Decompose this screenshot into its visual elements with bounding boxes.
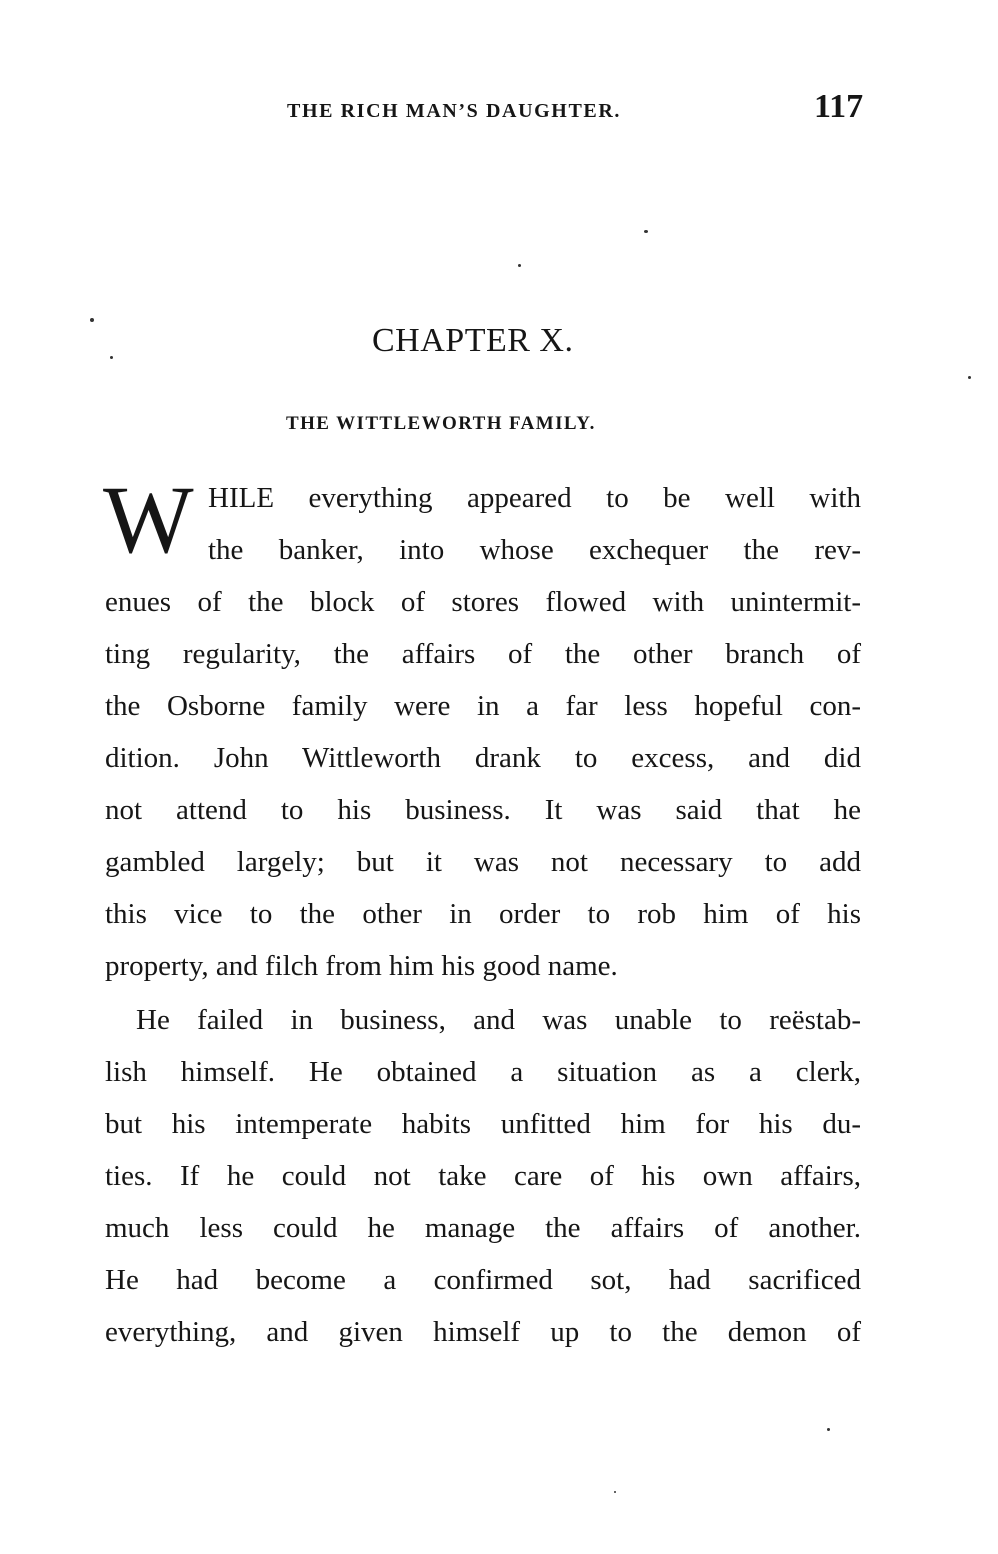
scan-speck xyxy=(614,1491,616,1493)
page-number: 117 xyxy=(814,88,864,125)
text-line: lish himself. He obtained a situation as a clerk, xyxy=(105,1056,861,1088)
text-line: gambled largely; but it was not necessary to add xyxy=(105,846,861,878)
text-line: He failed in business, and was unable to reëstab- xyxy=(136,1004,861,1036)
text-line: property, and filch from him his good name. xyxy=(105,950,618,982)
scan-speck xyxy=(518,264,521,267)
scan-speck xyxy=(110,356,113,359)
scan-speck xyxy=(968,376,971,379)
text-line: ting regularity, the affairs of the other branch of xyxy=(105,638,861,670)
scan-speck xyxy=(644,230,648,233)
chapter-subtitle: THE WITTLEWORTH FAMILY. xyxy=(286,413,596,434)
scan-speck xyxy=(827,1428,830,1431)
text-line: not attend to his business. It was said that he xyxy=(105,794,861,826)
text-line: enues of the block of stores flowed with unintermit- xyxy=(105,586,861,618)
text-line: He had become a confirmed sot, had sacrificed xyxy=(105,1264,861,1296)
drop-cap: W xyxy=(103,466,194,573)
text-line: the Osborne family were in a far less hopeful con- xyxy=(105,690,861,722)
text-line: everything, and given himself up to the demon of xyxy=(105,1316,861,1348)
chapter-title: CHAPTER X. xyxy=(372,322,574,359)
scan-speck xyxy=(90,318,94,322)
text-line: but his intemperate habits unfitted him for his du- xyxy=(105,1108,861,1140)
running-head-title: THE RICH MAN’S DAUGHTER. xyxy=(287,100,621,122)
text-line: much less could he manage the affairs of another. xyxy=(105,1212,861,1244)
text-line: this vice to the other in order to rob him of his xyxy=(105,898,861,930)
text-line: the banker, into whose exchequer the rev- xyxy=(208,534,861,566)
text-line: ties. If he could not take care of his own affairs, xyxy=(105,1160,861,1192)
text-line: HILE everything appeared to be well with xyxy=(208,482,861,514)
text-line: dition. John Wittleworth drank to excess, and did xyxy=(105,742,861,774)
